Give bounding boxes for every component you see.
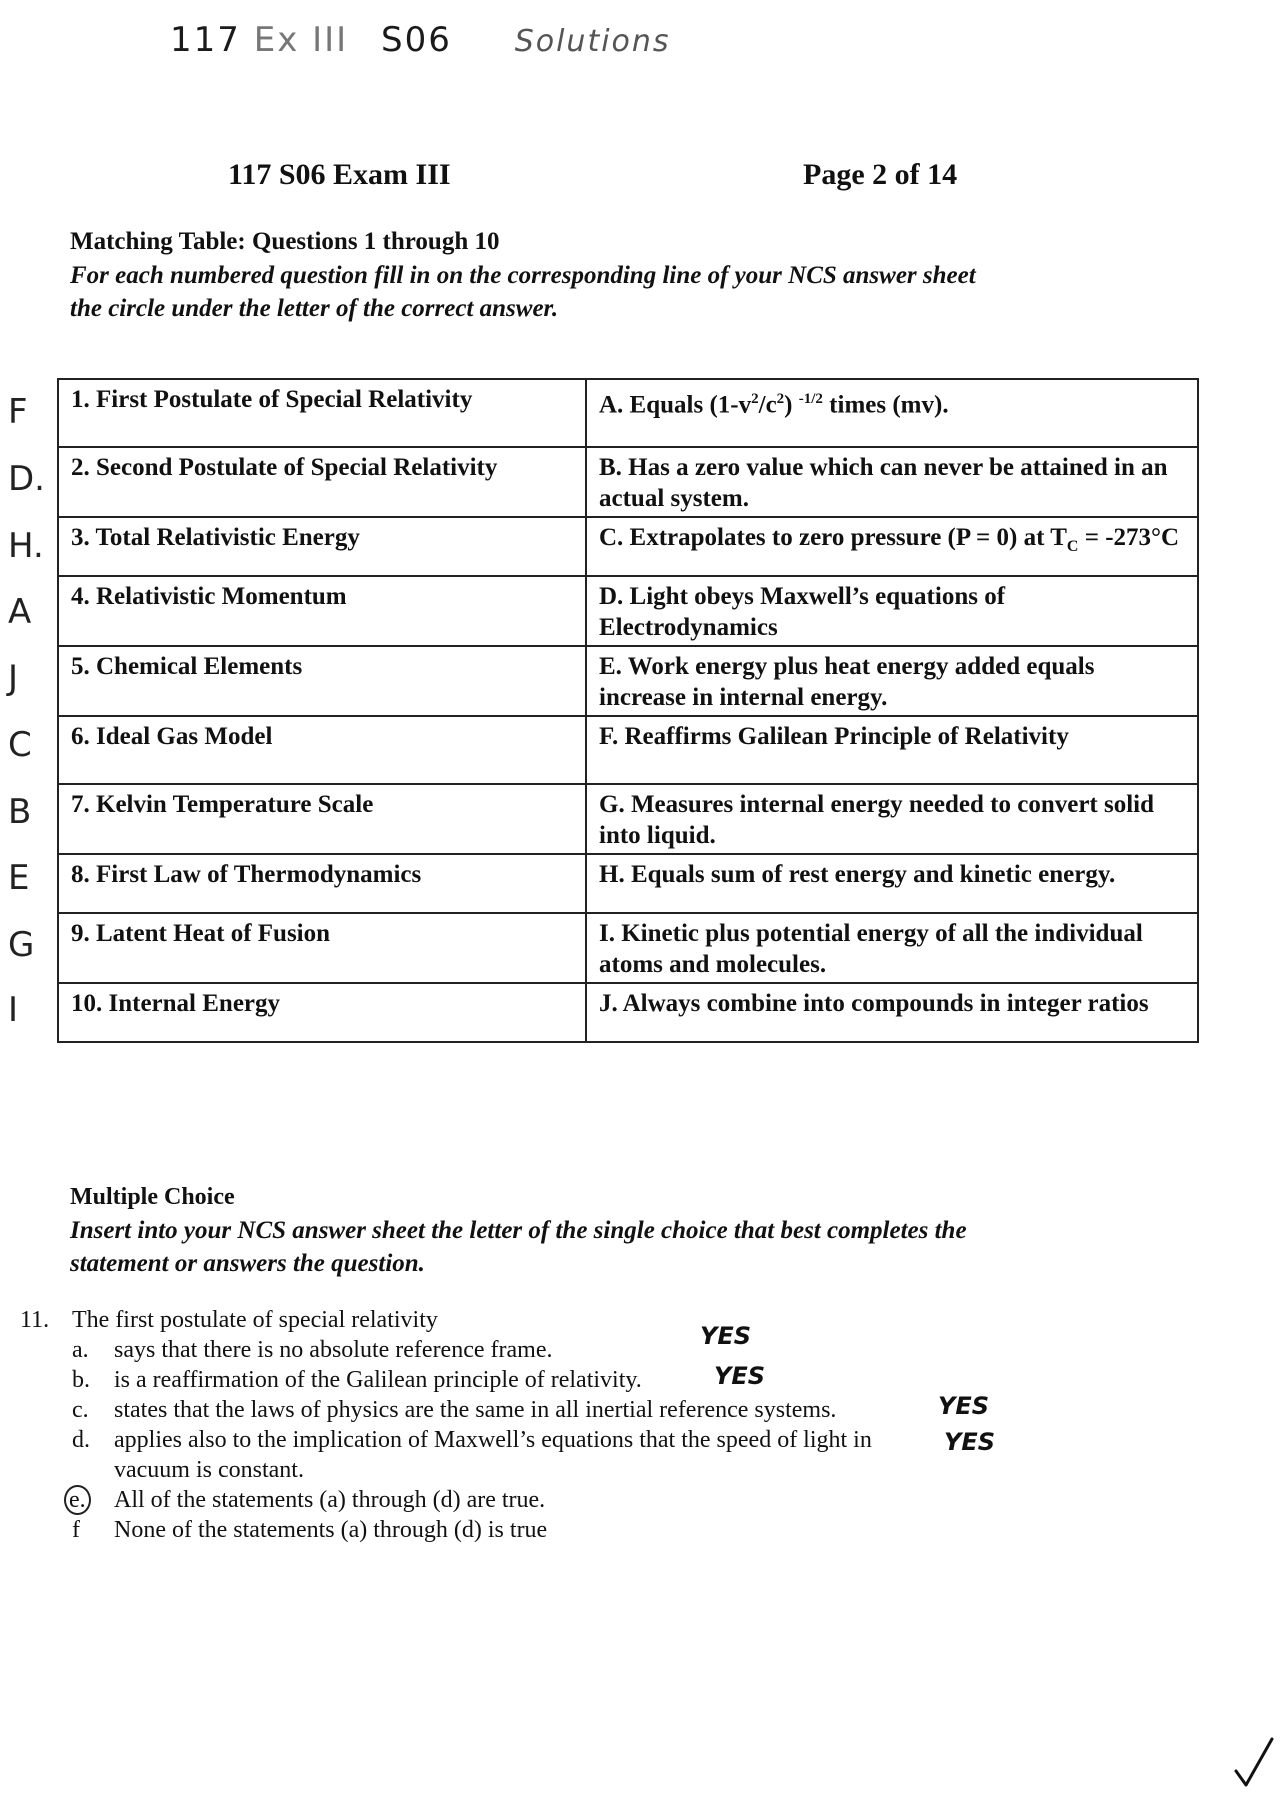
matching-instructions <box>70 259 1130 325</box>
handwritten-exam: Ex III <box>253 20 349 60</box>
table-row <box>58 379 1198 447</box>
option-letter: b. <box>72 1367 90 1393</box>
option-cell: C. Extrapolates to zero pressure (P = 0) at $T_C = -273^\circ C$ <box>586 517 1198 576</box>
handwritten-answer-2: D. <box>8 459 45 499</box>
matching-table <box>57 378 1199 1043</box>
option-text: is a reaffirmation of the Galilean principle of relativity. <box>114 1367 642 1393</box>
question-cell: 9. Latent Heat of Fusion <box>58 913 586 983</box>
question-cell: 7. Kelvin Temperature Scale <box>58 784 586 854</box>
table-row <box>58 576 1198 646</box>
handwritten-term: S06 <box>381 20 452 60</box>
question-cell: 4. Relativistic Momentum <box>58 576 586 646</box>
mc-title: Multiple Choice <box>70 1184 235 1210</box>
handwritten-header <box>170 20 671 60</box>
question-stem: The first postulate of special relativity <box>72 1307 438 1333</box>
option-letter-circled: e. <box>64 1485 91 1515</box>
handwritten-yes-d: YES <box>944 1428 996 1456</box>
table-row <box>58 716 1198 784</box>
question-cell: 1. First Postulate of Special Relativity <box>58 379 586 447</box>
option-d <box>72 1425 996 1485</box>
handwritten-answer-4: A <box>8 592 32 632</box>
mc-instructions-line2: statement or answers the question. <box>70 1250 425 1277</box>
question-cell: 8. First Law of Thermodynamics <box>58 854 586 913</box>
mc-instructions <box>70 1214 1130 1280</box>
handwritten-answer-7: B <box>8 792 32 832</box>
matching-instructions-line1: For each numbered question fill in on the corresponding line of your NCS answer sheet <box>70 262 976 289</box>
option-cell: D. Light obeys Maxwell’s equations of Electrodynamics <box>586 576 1198 646</box>
option-letter: c. <box>72 1397 89 1423</box>
handwritten-answer-10: I <box>8 990 19 1030</box>
option-c <box>72 1392 990 1425</box>
question-number: 11. <box>20 1307 50 1333</box>
option-cell: J. Always combine into compounds in integer ratios <box>586 983 1198 1042</box>
option-text: says that there is no absolute reference frame. <box>114 1337 553 1363</box>
handwritten-answer-3: H. <box>8 526 44 566</box>
table-row <box>58 646 1198 716</box>
question-cell: 2. Second Postulate of Special Relativity <box>58 447 586 517</box>
table-row <box>58 854 1198 913</box>
option-b <box>72 1362 894 1395</box>
handwritten-yes-b: YES <box>714 1362 766 1390</box>
table-row <box>58 447 1198 517</box>
option-letter: d. <box>72 1427 90 1453</box>
handwritten-yes-a: YES <box>700 1322 752 1350</box>
option-cell: F. Reaffirms Galilean Principle of Relativity <box>586 716 1198 784</box>
check-mark-icon <box>1232 1735 1276 1790</box>
option-text: applies also to the implication of Maxwell’s equations that the speed of light in vacuum is constant. <box>114 1427 872 1483</box>
handwritten-note: Solutions <box>514 24 671 59</box>
option-letter: f <box>72 1517 80 1543</box>
option-cell: A. Equals $(1-v^2/c^2)$ $^{-1/2}$ times (mv). <box>586 379 1198 447</box>
handwritten-answer-1: F <box>8 392 28 432</box>
option-text: All of the statements (a) through (d) are true. <box>114 1487 546 1513</box>
option-cell: I. Kinetic plus potential energy of all the individual atoms and molecules. <box>586 913 1198 983</box>
option-cell: E. Work energy plus heat energy added equals increase in internal energy. <box>586 646 1198 716</box>
table-row <box>58 784 1198 854</box>
option-cell: G. Measures internal energy needed to convert solid into liquid. <box>586 784 1198 854</box>
question-cell: 3. Total Relativistic Energy <box>58 517 586 576</box>
handwritten-answer-5: J <box>8 658 19 698</box>
table-row <box>58 517 1198 576</box>
question-11 <box>20 1305 996 1545</box>
handwritten-answer-6: C <box>8 725 32 765</box>
question-cell: 10. Internal Energy <box>58 983 586 1042</box>
option-cell: H. Equals sum of rest energy and kinetic energy. <box>586 854 1198 913</box>
handwritten-answer-9: G <box>8 925 35 965</box>
option-f <box>72 1515 894 1545</box>
matching-instructions-line2: the circle under the letter of the correct answer. <box>70 295 559 322</box>
handwritten-yes-c: YES <box>938 1392 990 1420</box>
option-e <box>69 1485 894 1515</box>
option-text: states that the laws of physics are the same in all inertial reference systems. <box>114 1397 837 1423</box>
question-cell: 5. Chemical Elements <box>58 646 586 716</box>
option-cell: B. Has a zero value which can never be attained in an actual system. <box>586 447 1198 517</box>
table-row <box>58 983 1198 1042</box>
option-text: None of the statements (a) through (d) is true <box>114 1517 548 1543</box>
page-number: Page 2 of 14 <box>803 158 958 191</box>
matching-title: Matching Table: Questions 1 through 10 <box>70 228 500 255</box>
exam-title: 117 S06 Exam III <box>228 158 451 191</box>
question-cell: 6. Ideal Gas Model <box>58 716 586 784</box>
option-a <box>72 1322 894 1365</box>
question-stem-row <box>20 1305 894 1335</box>
table-row <box>58 913 1198 983</box>
option-letter: a. <box>72 1337 89 1363</box>
handwritten-answer-8: E <box>8 858 30 898</box>
mc-instructions-line1: Insert into your NCS answer sheet the letter of the single choice that best completes the <box>70 1217 967 1244</box>
handwritten-course: 117 <box>170 20 241 60</box>
